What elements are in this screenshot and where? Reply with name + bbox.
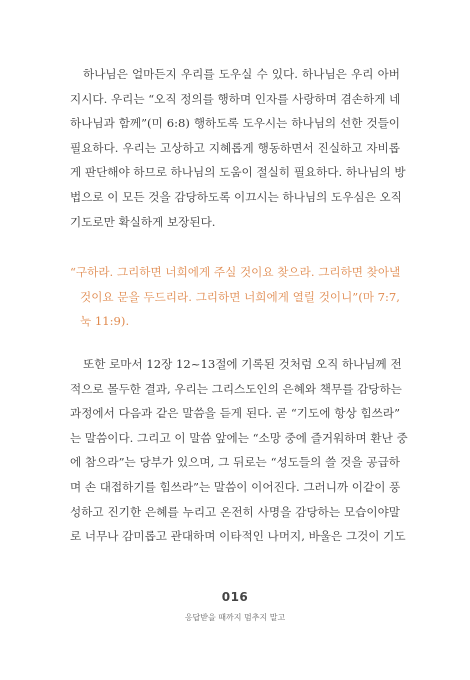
text-line: 필요하다. 우리는 고상하고 지혜롭게 행동하면서 진실하고 자비롭 bbox=[70, 140, 400, 155]
text-line: 는 말씀이다. 그리고 이 말씀 앞에는 “소망 중에 즐거워하며 환난 중 bbox=[70, 430, 408, 445]
text-line: 지시다. 우리는 “오직 정의를 행하며 인자를 사랑하며 겸손하게 네 bbox=[70, 91, 401, 106]
text-line: 기도로만 확실하게 보장된다. bbox=[70, 214, 216, 229]
body-paragraph-2 bbox=[70, 352, 408, 549]
quote-line: 것이요 문을 두드리라. 그리하면 너희에게 열릴 것이니”(마 7:7, bbox=[80, 289, 400, 304]
text-line: 에 참으라”는 당부가 있으며, 그 뒤로는 “성도들의 쓸 것을 공급하 bbox=[70, 455, 400, 470]
text-line: 성하고 진기한 은혜를 누리고 온전히 사명을 감당하는 모습이야말 bbox=[70, 504, 400, 519]
text-line: 게 판단해야 하므로 하나님의 도움이 절실히 필요하다. 하나님의 방 bbox=[70, 165, 406, 180]
text-line: 또한 로마서 12장 12~13절에 기록된 것처럼 오직 하나님께 전 bbox=[83, 357, 402, 371]
running-footer-title: 응답받을 때까지 멈추지 말고 bbox=[184, 613, 286, 622]
text-line: 적으로 몰두한 결과, 우리는 그리스도인의 은혜와 책무를 감당하는 bbox=[70, 381, 402, 396]
body-paragraph-1 bbox=[70, 62, 406, 234]
text-line: 며 손 대접하기를 힘쓰라”는 말씀이 이어진다. 그러니까 이같이 풍 bbox=[70, 479, 401, 494]
page-number: 016 bbox=[221, 590, 249, 604]
text-line: 법으로 이 모든 것을 감당하도록 이끄시는 하나님의 도우심은 오직 bbox=[70, 189, 402, 204]
scripture-quote bbox=[70, 260, 400, 334]
text-line: 하나님과 함께”(미 6:8) 행하도록 도우시는 하나님의 선한 것들이 bbox=[70, 116, 400, 131]
text-line: 하나님은 얼마든지 우리를 도우실 수 있다. 하나님은 우리 아버 bbox=[83, 67, 400, 81]
text-line: 로 너무나 감미롭고 관대하며 이타적인 나머지, 바울은 그것이 기도 bbox=[70, 529, 406, 544]
quote-line: “구하라. 그리하면 너희에게 주실 것이요 찾으라. 그리하면 찾아낼 bbox=[70, 265, 401, 279]
quote-line: 눅 11:9). bbox=[80, 314, 130, 329]
text-line: 과정에서 다음과 같은 말씀을 듣게 된다. 곧 “기도에 항상 힘쓰라” bbox=[70, 406, 400, 421]
